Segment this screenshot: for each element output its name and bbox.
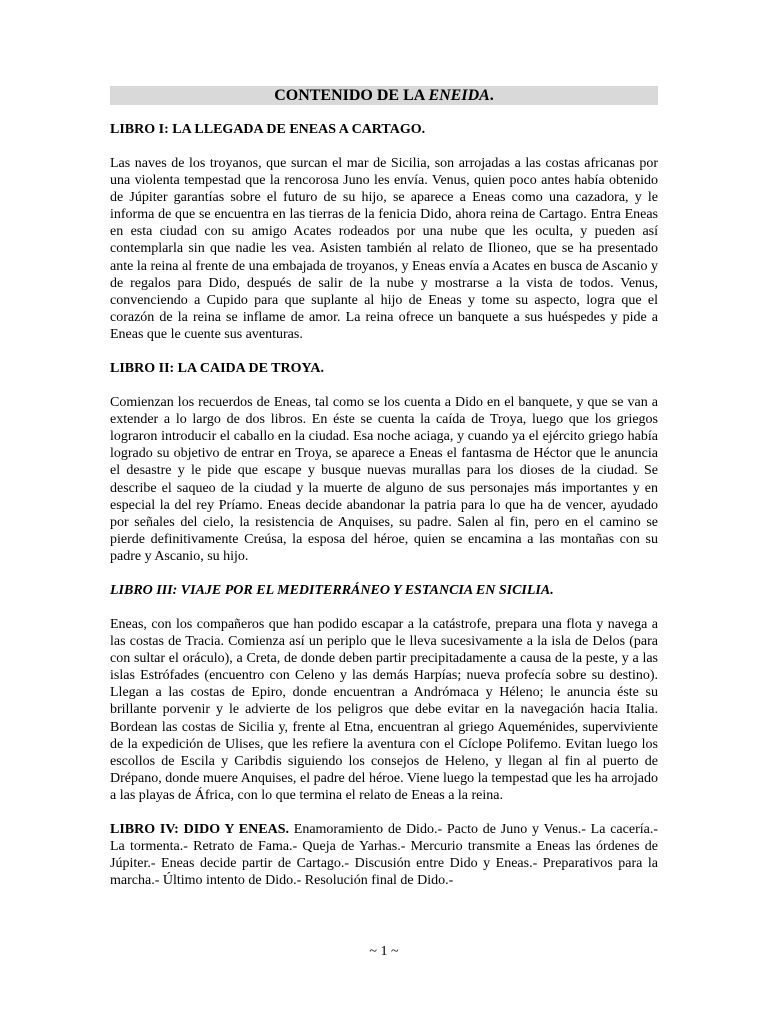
section-body-libro-2: Comienzan los recuerdos de Eneas, tal como se los cuenta a Dido en el banquete, y que se van a extender a lo largo de dos libros. En éste se cuenta la caída de Troya, luego que los griegos lograron introducir el caballo en la ciudad. Esa noche aciaga, y cuando ya el ejército griego había logrado su objetivo de entrar en Troya, se aparece a Eneas el fantasma de Héctor que le anuncia el desastre y le pide que escape y busque nuevas murallas para los dioses de la ciudad. Se describe el saqueo de la ciudad y la muerte de alguno de sus personajes más importantes y en especial la del rey Príamo. Eneas decide abandonar la patria para lo que ha de vencer, ayudado por señales del cielo, la resistencia de Anquises, su padre. Salen al fin, pero en el camino se pierde definitivamente Creúsa, la esposa del héroe, quien se encamina a las montañas con su padre y Ascanio, su hijo. xyxy=(110,395,658,564)
title-end: . xyxy=(489,87,494,104)
page-number: ~ 1 ~ xyxy=(369,944,399,959)
title-main: CONTENIDO DE LA xyxy=(274,87,429,104)
section-libro-4 xyxy=(110,821,658,889)
section-heading-libro-4: LIBRO IV: DIDO Y ENEAS. xyxy=(110,822,289,837)
section-body-libro-4: Enamoramiento de Dido.- Pacto de Juno y Venus.- La cacería.- La tormenta.- Retrato de Fama.- Queja de Yarhas.- Mercurio transmite a Eneas las órdenes de Júpiter.- Eneas decide partir de Cartago.- Discusión entre Dido y Eneas.- Preparativos para la marcha.- Último intento de Dido.- Resolución final de Dido.- xyxy=(110,822,658,889)
document-page xyxy=(110,86,658,906)
section-heading-libro-3: LIBRO III: VIAJE POR EL MEDITERRÁNEO Y ESTANCIA EN SICILIA. xyxy=(110,582,554,598)
section-body-libro-1: Las naves de los troyanos, que surcan el mar de Sicilia, son arrojadas a las costas africanas por una violenta tempestad que la rencorosa Juno les envía. Venus, quien poco antes había obtenido de Júpiter garantías sobre el futuro de su hijo, se aparece a Eneas como una cazadora, y le informa de que se encuentra en las tierras de la fenicia Dido, ahora reina de Cartago. Entra Eneas en esta ciudad con su amigo Acates rodeados por una nube que les oculta, y pueden así contemplarla sin que nadie les vea. Asisten también al relato de Ilioneo, que se ha presentado ante la reina al frente de una embajada de troyanos, y Eneas envía a Acates en busca de Ascanio y de regalos para Dido, después de salir de la nube y mostrarse a la vista de todos. Venus, convenciendo a Cupido para que suplante al hijo de Eneas y tome su aspecto, logra que el corazón de la reina se inflame de amor. La reina ofrece un banquete a sus huéspedes y pide a Eneas que le cuente sus aventuras. xyxy=(110,156,658,342)
section-heading-libro-2: LIBRO II: LA CAIDA DE TROYA. xyxy=(110,361,324,377)
document-title xyxy=(110,86,658,105)
section-body-libro-3: Eneas, con los compañeros que han podido escapar a la catástrofe, prepara una flota y navega a las costas de Tracia. Comienza así un periplo que le lleva sucesivamente a la isla de Delos (para con sultar el oráculo), a Creta, de donde deben partir precipitadamente a causa de la peste, y a las islas Estrófades (encuentro con Celeno y las demás Harpías; nueva profecía sobre su destino). Llegan a las costas de Epiro, donde encuentran a Andrómaca y Héleno; le anuncia éste su brillante porvenir y le advierte de los peligros que debe evitar en la navegación hacia Italia. Bordean las costas de Sicilia y, frente al Etna, encuentran al griego Aqueménides, superviviente de la expedición de Ulises, que les refiere la aventura con el Cíclope Polifemo. Evitan luego los escollos de Escila y Caribdis siguiendo los consejos de Heleno, y llegan al fin al puerto de Drépano, donde muere Anquises, el padre del héroe. Viene luego la tempestad que les ha arrojado a las playas de África, con lo que termina el relato de Eneas a la reina. xyxy=(110,616,658,803)
section-heading-libro-1: LIBRO I: LA LLEGADA DE ENEAS A CARTAGO. xyxy=(110,122,426,137)
title-italic: ENEIDA xyxy=(428,87,490,104)
